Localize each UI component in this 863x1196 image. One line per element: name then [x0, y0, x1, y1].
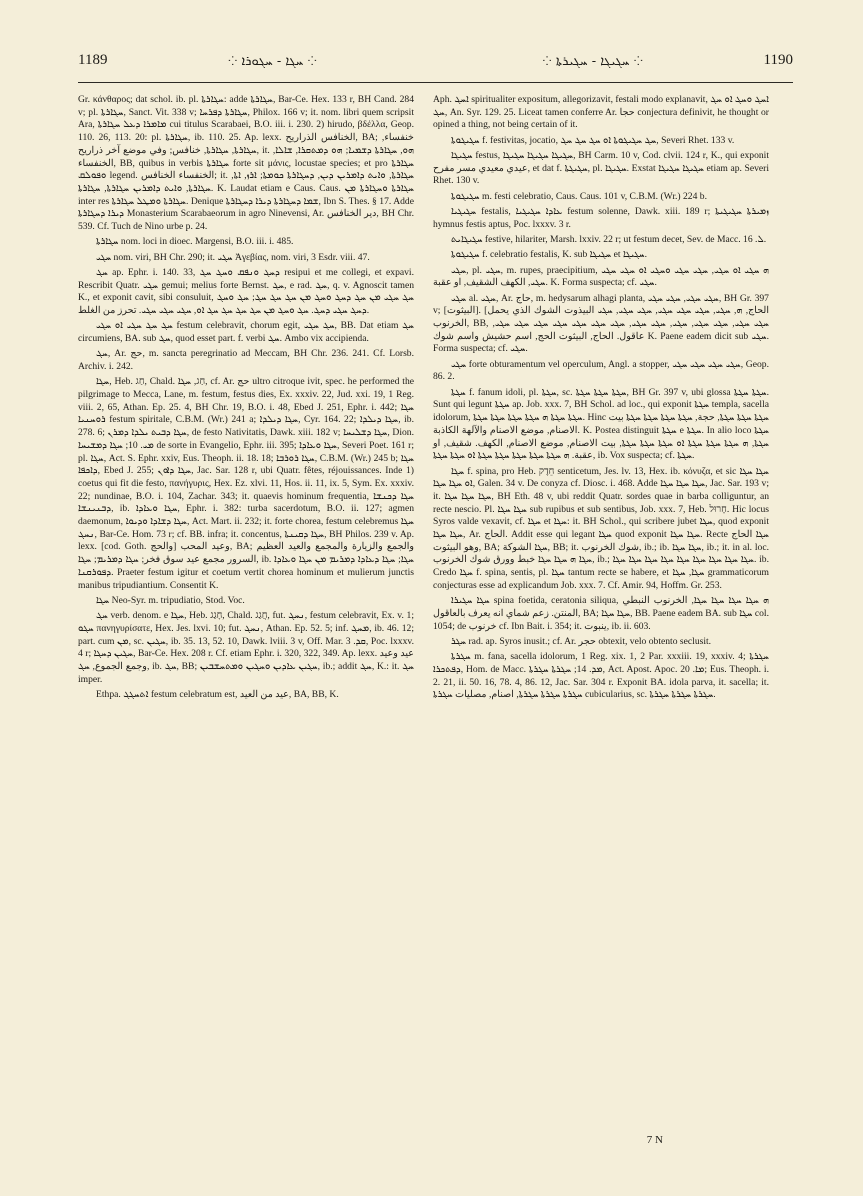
right-page-number: 1190 [763, 52, 793, 68]
dictionary-entry: ܚܓܝܓܝܐ festalis, ܥܐܕܐ ܚܓܝܓܝܐ festum solenne, Dawk. xiii. 189 r; ܙܡܝܪܬܐ ܚܓܝܓܝܬܐ hymnus festis aptus, Poc. lxxxv. 3 r. [433, 206, 769, 230]
dictionary-entry: ܚܓܝ, pl. ܚܓܝ, m. rupes, praecipitium, ܗ ܚܓܝ ܐܘ ܚܓܝ, ܚܓܝ ܚܓܝ ܘܚܓܝ ܐܘ ܚܓܝ ܚܓܝ ܚܓܝ, الكهف الشقيف, او عقبة. K. Forma suspecta; cf. ܚܓܝ. [433, 264, 769, 289]
dictionary-entry: ܚܓܐ ܚܓܝܪܐ spina foetida, ceratonia siliqua, ܗ ܚܓܐ ܚܓܐ ܚܓܐ ܚܓܐ, الخرنوب النبطي المنتن. زعم شماي انه يعرف بالعاقول, BA; ܚܓܐ ܚܓܐ, BB. Paene eadem BA. sub ܚܓܐ col. 1054; de خرنوب cf. Ibn Bait. i. 354; it. ينبوت, ib. ii. 603. [433, 595, 770, 632]
dictionary-entry: Ethpa. ܐܬܚܓܓ festum celebratum est, عيد من العيد, BA, BB, K. [96, 688, 339, 700]
right-running-title: ⁘ ܚܓܝܓܐ - ܚܓܝܪܬܐ ⁘ [542, 54, 643, 69]
dictionary-entry: ܚܓ ܚܓ ܚܓܝ ܐܘ ܚܓܝ festum celebravit, chorum egit, ܚܓ ܚܓܝ, BB. Dat etiam ܚܓ circumiens, BA. sub ܚܓ, quod esset part. f. verbi ܚܓ. Ambo vix accipienda. [78, 320, 414, 345]
dictionary-entry: ܚܓܝܓܘܬܐ f. celebratio festalis, K. sub ܚܓܝܓܐ et ܚܓܝܓܐ. [451, 249, 647, 261]
dictionary-entry: ܚܓܝܓܘܬܐ m. festi celebratio, Caus. Caus. 101 v, C.B.M. (Wr.) 224 b. [451, 190, 707, 202]
dictionary-entry: ܚܓܝܓܘܬܐ f. festivitas, jocatio, ܚܓ ܚܓܝܓܘܬܐ ܐܘ ܚܓ ܚܓ ܚܓ, Severi Rhet. 133 v. [451, 134, 735, 146]
dictionary-entry: ܚܓܝ al. ܚܓܝ, Ar. حاج, m. hedysarum alhagi planta, ܚܓܝ ܚܓܝ, ܚܓܝ ܚܓܝ, BH Gr. 397 v; [البيثوت]. [الحاج, ܗ, ܚܓܝ, ܚܓܝ ܚܓܝ ܚܓܝ, ܚܓܝ ܚܓܝ, ܚܓܝ البيذوت الشوك الذي يحمل الخرنوب, BB, ܚܓܝ ܚܓܝ, ܚܓܝ ܚܓܝ, ܚܓܝ, ܚܓܝ ܚܓܝ, ܚܓܝ ܚܓܝ ܚܓܝ ܚܓܝ ܚܓܝ ܚܓܝ ܚܓܝ, عاقول. الحاج, البيثوت الحج, اسم حشيش واسم شوك K. Paene eadem dicit sub ܚܓܝ. Forma suspecta; cf. ܚܓܝ. [433, 292, 770, 355]
dictionary-entry: Gr. κάνθαρος; dat schol. ib. pl. ܚܓܐܪܬܐ: adde ܚܓܐܪܬܐ, Bar-Ce. Hex. 133 r, BH Cand. 284 v; pl. ܚܓܐܪܬܐ, Sanct. Vit. 338 v; ܚܓܐܪܬܐ ܕܦܪܚܐ, Philox. 166 v; it. nom. libri quem scripsit Ara, ܡܐܡܪܐ ܕܥܠ ܚܓܐܪܬܐ cui titulus Scarabaei, B.O. iii. i. 230. 2) hirudo, βδέλλα, Geop. 110. 26, 113. 20: pl. ܚܓܐܪܬܐ, ib. 110. 25. Ap. lexx. الخنافس الذراريح, BA; خنفساء, ܚܓܐܪܬܐ, ܚܓܐܪܬܐ, خنافس; وفي موضع آخر ذراريح, it. ܗܘ, ܚܓܐܪܬܐ ܕܫܡܝܐ; ܗܘ ܕܡܬܩܪܐ, ܫܐܠܐ, الخنفساء, BB, quibus in verbis ܚܓܐܪܬܐ forte sit μάνις, locustae species; et pro ܚܓܐܪܬܐ ܘܦܘܠܩ legend. الخنفساء الخنافس; it. ܚܓܐܪܬܐ, ܘܐܝܬ ܕܐܡܪܝܢ ܕܝܢ, ܕܚܓܐܪܬܐ ܟܘܡܬܐ; ܐܪܙ, ܐܬܐ, ܚܓܐܪܬܐ, ܘܐܝܬ ܕܐܡܪܝܢ ܚܓܐܪܬܐ, ܚܓܐܪܬܐ. K. Laudat etiam e Caus. Caus. ܚܓܐܪܬܐ ܘܚܓܐܪܬܐ ܡܢ inter res ܚܓܐܪܬܐ ܘܡܛܠ ܚܓܐܪܬܐ. Denique ܫܡܐ ܕܚܓܐܪܬܐ ܕܝܪܐ ܕܚܓܐܪܬܐ, Ibn S. Thes. § 17. Adde ܕܝܪܐ ܕܚܓܐܪܬܐ Monasterium Scarabaeorum in agro Ninevensi, Ar. دير الخنافس, BH Chr. 539. Cf. Tuch de Nino urbe p. 24. [78, 94, 414, 233]
dictionary-entry: ܚܓ, Ar. حج, m. sancta peregrinatio ad Meccam, BH Chr. 236. 241. Cf. Lorsb. Archiv. i. 242. [78, 348, 414, 373]
dictionary-entry: Aph. ܐܚܓ spiritualiter expositum, allegorizavit, festali modo explanavit, ܐܚܓ ܘܚܓ ܐܘ ܚܓ ܚܓ, An. Syr. 129. 25. Liceat tamen conferre Ar. حجا conjectura definivit, he thought or opined a thing, not being certain of it. [433, 94, 769, 131]
dictionary-entry: ܚܓܪ rad. ap. Syros inusit.; cf. Ar. حجر obtexit, velo obtento seclusit. [451, 635, 712, 647]
dictionary-entry: ܚܓܐ, Heb. חַג, Chald. חַג, ܚܓܐ, cf. Ar. حج ultro citroque ivit, spec. he performed the pilgrimage to Mecca, Lane, m. festum, festus dies, Ex. xxxiv. 22, Jud. xxi. 19, 1 Reg. viii. 2, 65, Athan. Ep. 25. 4, BH Chr. 19, B.O. i. 48, Ebed J. 251, Ephr. i. 442; ܚܓܐ ܪܘܚܢܝܐ festum spiritale, C.B.M. (Wr.) 241 a; ܚܓܐ ܕܝܠܕܐ, Cyr. 164. 22; ܚܓܐ ܕܝܠܕܐ, ib. 278. 6; ܚܓܐ ܕܒܝܬ ܝܠܕܐ ܕܡܪܢ, de festo Nativitatis, Dawk. xiii. 182 v; ܚܓܐ ܕܫܠܝܚܐ, Dion. ܡܝ. 10; ܚܓܐ ܕܡܫܝܚܐ de sorte in Evangelio, Ephr. iii. 395; ܚܓܐ ܘܥܐܕܐ, Severi Poet. 161 r; pl. ܚܓܐ, Act. S. Ephr. xxiv, Eus. Theoph. ii. 18. 18; ܚܓܐ ܪܘܪܒܐ, C.B.M. (Wr.) 245 b; ܚܓܐ ܕܐܟܦܐ, Ebed J. 255; ܚܓܐ ܕܐܘܢ, Jac. Sar. 128 r, ubi Quatr. fêtes, réjouissances. Inde 1) coetus qui fit die festo, πανήγυρις, Hex. Ez. xlvi. 11, Hos. ii. 11, ix. 5, Sym. Ex. xxxiv. 22; nundinae, B.O. i. 104, Zachar. 343; it. quaevis hominum frequentia, ܚܓܐ ܕܟܢܫܐ ܕܒܢܝܢܫܐ, ib. ܚܓܐ ܘܥܐܕܐ, Ephr. i. 382: turba sacerdotum, B.O. ii. 127; agmen daemonum, ܚܓܐ ܕܫܐܕܐ ܘܕܝܘܐ, Act. Mart. ii. 232; it. forte chorea, festum celebremus ܚܓܐ ܢܚܓ, Bar-Ce. Hom. 73 r; cf. BB. infra; it. concentus, ܚܓܐ ܕܩܝܢܬܐ, BH Philos. 239 v. Ap. lexx. [cod. Goth. والحج] وعيد المحب, BA; والجمع والزيارة والمجمع والعيد العظيم السرور مجمع عيد سوق فخر; ܚܓܐ ܕܡܪܝܡ; ܚܓܐ, ib. ܚܓܐ; ܚܓܐ ܕܥܐܕܐ ܕܡܪܝܡ ܡܢ ܚܓܐ ܘܥܐܕܐ ܕܦܘܪܩܢܐ. Praeter festum igitur et coetum vertit chorea hominum et mulierum junctis manibus tripudiantium. Consentit K. [78, 376, 415, 591]
page-header [78, 52, 793, 76]
dictionary-entry: ܚܓܝܓܐ festus, ܚܓܝܓܐ ܚܓܝܓܐ ܚܓܝܓܐ, BH Carm. 10 v, Cod. clvii. 124 r, K., qui exponit عيدي معيدي مسر مفرح, et dat f. ܚܓܝܓܬܐ, pl. ܚܓܝܓܐ. Exstat ܚܓܝܓܐ ܚܓܝܓܐ etiam ap. Severi Rhet. 130 v. [433, 150, 769, 187]
dictionary-entry: ܚܓܬܐ f. fanum idoli, pl. ܚܓܬܐ, sc. ܚܓܬܐ ܚܓܬܐ ܚܓܬܐ, BH Gr. 397 v, ubi glossa ܚܓܬܐ ܚܓܬܐ. Sunt qui legunt ܚܓܬܐ ap. Job. xxx. 7, BH Schol. ad loc., qui exponit ܚܓܬܐ templa, sacella idolorum, ܚܓܬܐ ܚܓܬܐ ܗ ܚܓܬܐ ܚܓܬܐ ܚܓܬܐ ܚܓܬܐ. Hinc ܚܓܬܐ ܚܓܬܐ ܚܓܬܐ, حجة, ܚܓܬܐ ܚܓܬܐ ܚܓܬܐ ܚܓܬܐ بيت الاصنام, موضع الاصنام والآلهة الكاذبة. K. Postea distinguit ܚܓܬܐ e ܚܓܬܐ. In alio loco ܚܓܬܐ ܚܓܬܐ, ܗ ܚܓܬܐ ܚܓܬܐ ܚܓܬܐ ܐܘ ܚܓܬܐ ܚܓܬܐ ܚܓܬܐ, بيت الاصنام, موضع الاصنام, الكهف. شقيف, او عقبة. ܗ ܚܓܬܐ ܚܓܬܐ ܚܓܬܐ ܚܓܬܐ ܚܓܬܐ ܐܘ ܚܓܬܐ ܚܓܬܐ, ib. Vox suspecta; cf. ܚܓܬܐ. [433, 386, 770, 462]
dictionary-entry: ܚܓܐ Neo-Syr. m. tripudiatio, Stod. Voc. [96, 594, 245, 606]
right-column [433, 94, 769, 705]
header-rule [78, 82, 793, 83]
dictionary-entry: ܚܓܝ nom. viri, BH Chr. 290; it. ܚܓܝ Ἀγεβίας, nom. viri, 3 Esdr. viii. 47. [96, 251, 370, 263]
dictionary-entry: ܚܓ ap. Ephr. i. 140. 33, ܕܚܓ ܘܢܦܩ ܘܚܓ ܚܓ resipui et me collegi, et expavi. Rescribit Quatr. ܚܓܝ gemui; melius forte Bernst. ܚܓ, e rad. ܚܓ, q. v. Agnoscit tamen K., et exponit cavit, sibi consuluit, ܚܓ ܚܓܝ ܡܢ ܚܓ ܕܚܓ ܘܚܓ ܡܢ ܚܓ ܚܓ ܚܓ; ܚܓ ܘܚܓ ܕܚܓ ܚܓܝ ܕܚܓ. ܚܓ ܘܚܓ ܡܢ ܚܓ ܚܓ ܚܓ ܚܓ ܐܘ, ܚܓܝ ܚܓܝ ܚܓܝ. تحرز من الغلط. [78, 266, 414, 317]
dictionary-entry: ܚܓܝ forte obturamentum vel operculum, Angl. a stopper, ܚܓܝ ܚܓܝ ܚܓܝ ܚܓܝ, Geop. 86. 2. [433, 358, 769, 383]
left-column [78, 94, 414, 704]
dictionary-entry: ܚܓܐ f. spina, pro Heb. חֵדֶק senticetum, Jes. lv. 13, Hex. ib. κόνυζα, et sic ܚܓܐ ܚܓܐ ܐܘ ܚܓܐ ܚܓܐ, Galen. 34 v. De conyza cf. Diosc. i. 468. Adde ܚܓܐ ܚܓܐ ܚܓܐ, Jac. Sar. 193 v; it. ܚܓܐ ܚܓܐ ܚܓܐ, BH Eth. 48 v, ubi reddit Quatr. sordes quae in barba colliguntur, an recte nescio. Pl. ܚܓܐ ܚܓܐ sub rupibus et sub sentibus, Job. xxx. 7, Heb. חָרוּל. Hic locus Syros valde vexavit, cf. ܚܓܐ et ܚܓܐ: it. BH Schol., qui scribere jubet ܚܓܐ, quod exponit ܚܓܐ ܚܓܐ, Ar. الحاج. Addit esse qui legant ܚܓܐ quod exponit ܚܓܐ ܚܓܐ. Recte ܚܓܐ الحاج وهو البيثوت, BA; ܚܓܐ الشوكة, BB; it. شوك الخرنوب, ib.; ib. ܚܓܐ ܚܓܐ, ib.; it. in al. loc. ܚܓܐ ܗ ܚܓܐ ܚܓܐ خبط وورق شوك الخرنوب, ib.; ܚܓܐ ܚܓܐ ܚܓܐ ܚܓܐ ܚܓܐ ܚܓܐ ܚܓܐ ܚܓܐ ܚܓܐ. ib. Credo ܚܓܐ f. spina, sentis, pl. ܚܓܐ tantum recte se habere, et ܚܓܐ, ܚܓܐ grammaticorum conjecturas esse ad explicandum Job. xxx. 7. Cf. Amir. 94, Hoffm. Gr. 253. [433, 465, 770, 591]
dictionary-entry: ܚܓܝܓܐܝܬ festive, hilariter, Marsh. lxxiv. 22 r; ut festum decet, Sev. de Macc. ܠ. 16. [451, 234, 767, 245]
signature-mark: 7 N [646, 1134, 663, 1146]
dictionary-entry: ܚܓܪܬܐ m. fana, sacella idolorum, 1 Reg. xix. 1, 2 Par. xxxiii. 19, xxxiv. 4; ܚܓܪܬܐ ܕܦܬܟܪܐ, Hom. de Macc. ܡܕ. 14; ܚܓܪܬܐ ܚܓܪܬܐ, Act. Apost. Apoc. ܡܐ. 20; Eus. Theoph. i. 2. 21, ii. 50. 16, 78. 4, 86. 12, Jac. Sar. 304 r. Exponit BA. idola parva, it. sacella; it. ܚܓܪܬܐ ܚܓܪܬܐ ܚܓܪܬܐ, اصنام, مصليات ܚܓܪܬܐ cubicularius, sc. ܚܓܪܬܐ ܚܓܪܬܐ ܚܓܪܬܐ. [433, 651, 769, 701]
dictionary-entry: ܚܓ verb. denom. e ܚܓܐ, Heb. חָגַג, Chald. חֲגַג, fut. ܢܚܓ, festum celebravit, Ex. v. 1; ܚܓܘ πανηγυρίσατε, Hex. Jes. lxvi. 10; fut. ܢܚܓ, Athan. Ep. 52. 5; inf. ܡܚܓ, ib. 46. 12; part. cum ܡܢ, sc. ܚܓܝܢ, ib. 35. 13, 52. 10, Dawk. lviii. 3 v, Off. Mar. ܩܕ. 3, Poc. lxxxv. 4 r; ܚܓܝܢ ܕܚܓܐ, Bar-Ce. Hex. 208 r. Cf. etiam Ephr. i. 320, 322, 349. Ap. lexx. عيد وعيد وجمع الجموع, ܚܓ, ib. ܚܓ, BB; ܚܓܝܢ ܥܐܕܝܢ ܘܚܓܝܢ ܘܡܬܚܫܒܝܢ, ib.; addit ܚܓ, K.: it. ܚܓ imper. [78, 610, 415, 685]
dictionary-entry: ܚܓܐܪܬܐ nom. loci in dioec. Margensi, B.O. iii. i. 485. [96, 236, 294, 248]
left-page-number: 1189 [78, 52, 108, 68]
left-running-title: ⁘ ܚܓܐ - ܚܓܘܪܐ ⁘ [228, 54, 317, 69]
